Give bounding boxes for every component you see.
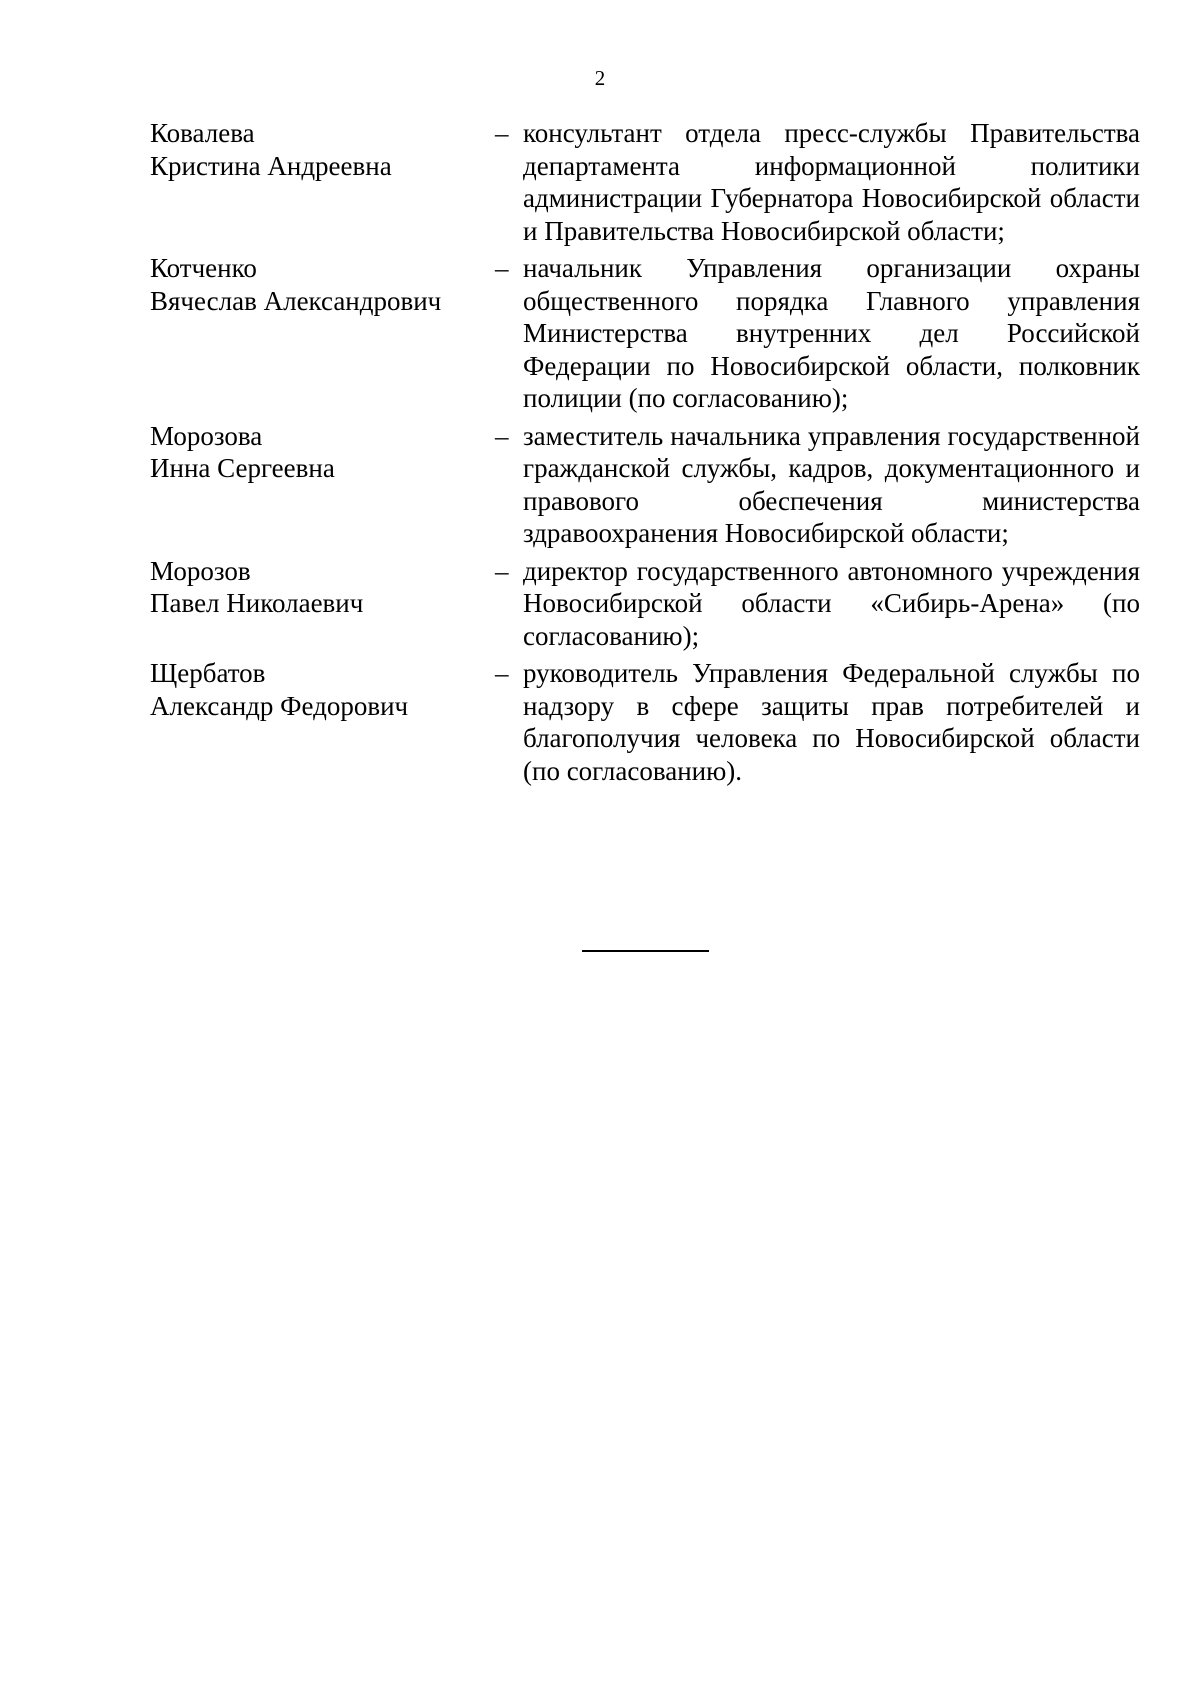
members-list [150, 117, 1140, 792]
member-given-names: Вячеслав Александрович [150, 285, 442, 316]
page-number: 2 [594, 66, 606, 90]
member-entry-morozova [150, 420, 1140, 550]
member-description: консультант отдела пресс-службы Правительства департамента информационной политики администрации Губернатора Новосибирской области и Правительства Новосибирской области; [523, 118, 1140, 246]
member-name [150, 420, 495, 485]
member-given-names: Кристина Андреевна [150, 150, 392, 181]
member-given-names: Павел Николаевич [150, 588, 364, 618]
member-description: заместитель начальника управления государственной гражданской службы, кадров, документационного и правового обеспечения министерства здравоохранения Новосибирской области; [523, 420, 1140, 548]
member-surname: Морозов [150, 555, 251, 586]
member-description: начальник Управления организации охраны общественного порядка Главного управления Министерства внутренних дел Российской Федерации по Новосибирской области, полковник полиции (по согласованию); [523, 253, 1140, 413]
member-dash: – [495, 420, 509, 451]
member-entry-kotchenko [150, 252, 1140, 415]
member-entry-shcherbatov [150, 657, 1140, 787]
member-description: директор государственного автономного учреждения Новосибирской области «Сибирь-Арена» (по согласованию); [523, 555, 1140, 651]
member-description: руководитель Управления Федеральной службы по надзору в сфере защиты прав потребителей и благополучия человека по Новосибирской области (по согласованию). [523, 658, 1140, 786]
member-given-names: Инна Сергеевна [150, 453, 335, 483]
member-name [150, 657, 495, 722]
member-dash: – [495, 118, 509, 148]
member-given-names: Александр Федорович [150, 690, 409, 721]
member-surname: Морозова [150, 420, 263, 451]
member-surname: Ковалева [150, 118, 255, 148]
end-of-list-rule [582, 950, 709, 952]
member-entry-morozov [150, 555, 1140, 653]
member-name [150, 555, 495, 620]
member-surname: Щербатов [150, 658, 266, 688]
member-name [150, 117, 495, 182]
member-surname: Котченко [150, 253, 257, 283]
member-dash: – [495, 658, 509, 688]
member-name [150, 252, 495, 317]
member-entry-kovaleva [150, 117, 1140, 247]
member-dash: – [495, 555, 509, 586]
member-dash: – [495, 253, 509, 283]
